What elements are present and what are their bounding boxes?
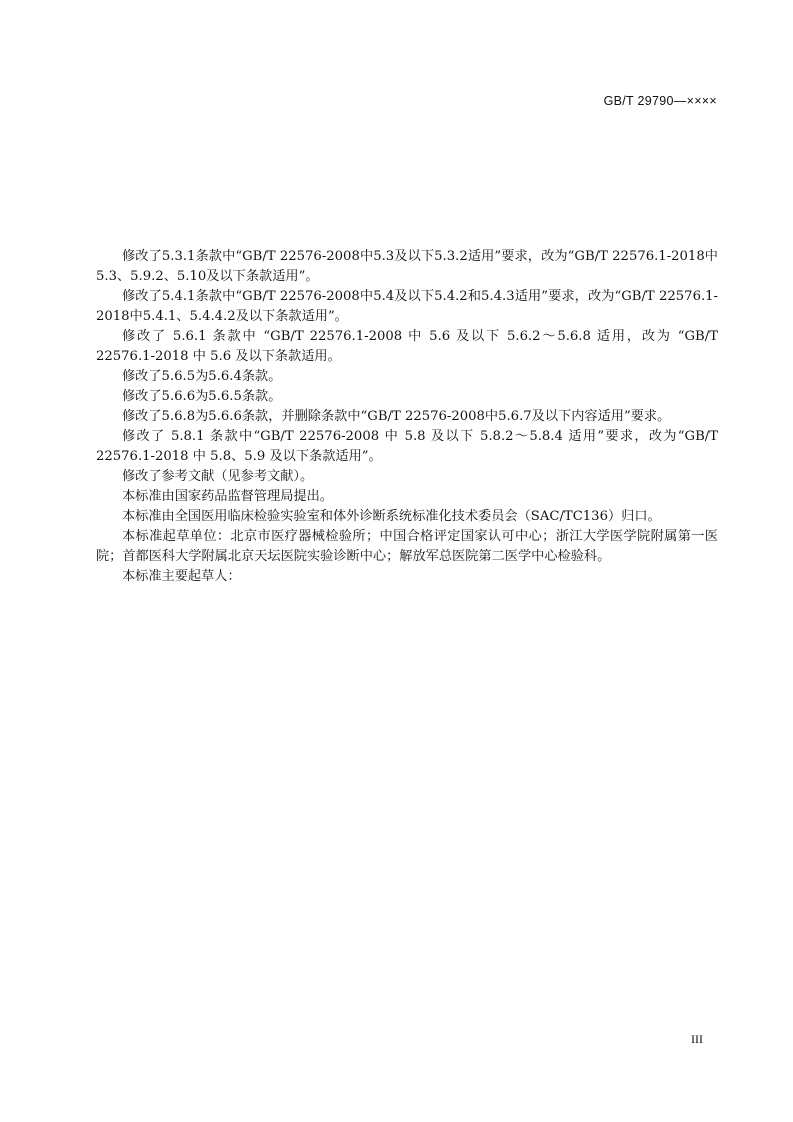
- paragraph-7: 修改了 5.8.1 条款中“GB/T 22576-2008 中 5.8 及以下 5.8.2～5.8.4 适用”要求，改为“GB/T 22576.1-2018 中 5.8、5.9 及以下条款适用”。: [96, 429, 718, 464]
- paragraph-6: 修改了5.6.8为5.6.6条款，并删除条款中“GB/T 22576-2008中5.6.7及以下内容适用”要求。: [122, 409, 671, 424]
- paragraph-11: 本标准起草单位：北京市医疗器械检验所；中国合格评定国家认可中心；浙江大学医学院附属第一医院；首都医科大学附属北京天坛医院实验诊断中心；解放军总医院第二医学中心检验科。: [96, 529, 718, 564]
- paragraph-8: 修改了参考文献（见参考文献）。: [122, 469, 314, 484]
- paragraph-12: 本标准主要起草人：: [122, 569, 241, 584]
- foreword-body: [96, 247, 718, 587]
- standard-number-header: GB/T 29790—××××: [603, 94, 717, 108]
- paragraph-4: 修改了5.6.5为5.6.4条款。: [122, 369, 282, 384]
- paragraph-3: 修改了 5.6.1 条款中 “GB/T 22576.1-2008 中 5.6 及以下 5.6.2～5.6.8 适用，改为 “GB/T 22576.1-2018 中 5.6 及以下条款适用。: [96, 329, 718, 364]
- page-number: III: [691, 1032, 703, 1046]
- paragraph-9: 本标准由国家药品监督管理局提出。: [122, 489, 333, 504]
- paragraph-5: 修改了5.6.6为5.6.5条款。: [122, 389, 282, 404]
- paragraph-10: 本标准由全国医用临床检验实验室和体外诊断系统标准化技术委员会（SAC/TC136）归口。: [122, 509, 661, 524]
- paragraph-2: 修改了5.4.1条款中“GB/T 22576-2008中5.4及以下5.4.2和5.4.3适用”要求，改为“GB/T 22576.1-2018中5.4.1、5.4.4.2及以下条款适用”。: [96, 289, 718, 324]
- paragraph-1: 修改了5.3.1条款中“GB/T 22576-2008中5.3及以下5.3.2适用”要求，改为“GB/T 22576.1-2018中5.3、5.9.2、5.10及以下条款适用”。: [96, 249, 718, 284]
